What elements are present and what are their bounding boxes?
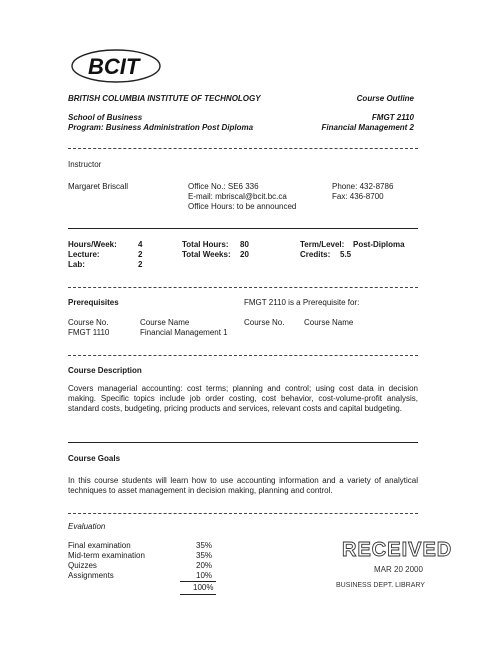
program-name: Program: Business Administration Post Diploma <box>68 123 254 132</box>
total-rule <box>180 581 216 582</box>
col-course-name-2: Course Name <box>304 318 354 327</box>
divider <box>68 442 418 443</box>
credits-value: 5.5 <box>340 250 352 259</box>
doc-type: Course Outline <box>356 94 414 103</box>
divider <box>68 228 418 229</box>
eval-label: Assignments <box>68 571 114 580</box>
divider <box>68 148 418 149</box>
course-code: FMGT 2110 <box>371 113 414 122</box>
eval-label: Quizzes <box>68 561 97 570</box>
term-value: Post-Diploma <box>353 240 405 249</box>
eval-value: 35% <box>196 541 213 550</box>
col-course-name: Course Name <box>140 318 190 327</box>
lecture-label: Lecture: <box>68 250 100 259</box>
total-hours-value: 80 <box>240 240 249 249</box>
prereq-for-label: FMGT 2110 is a Prerequisite for: <box>244 298 360 307</box>
divider <box>68 355 418 356</box>
eval-value: 10% <box>196 571 213 580</box>
prereq-heading: Prerequisites <box>68 298 119 307</box>
eval-label: Mid-term examination <box>68 551 145 560</box>
eval-label: Final examination <box>68 541 131 550</box>
logo-text: BCIT <box>88 54 140 79</box>
prereq-course-no: FMGT 1110 <box>68 328 110 337</box>
hours-week-label: Hours/Week: <box>68 240 117 249</box>
hours-week-value: 4 <box>138 240 143 249</box>
office-hours: Office Hours: to be announced <box>188 202 297 211</box>
stamp-received: RECEIVED <box>342 539 453 561</box>
instructor-name: Margaret Briscall <box>68 182 129 191</box>
stamp-date: MAR 20 2000 <box>374 565 423 574</box>
evaluation-heading: Evaluation <box>68 522 106 531</box>
lab-label: Lab: <box>68 260 85 269</box>
course-title: Financial Management 2 <box>321 123 414 132</box>
lecture-value: 2 <box>138 250 143 259</box>
received-stamp <box>336 534 460 590</box>
col-course-no: Course No. <box>68 318 109 327</box>
description-heading: Course Description <box>68 366 142 375</box>
eval-value: 20% <box>196 561 213 570</box>
eval-value: 35% <box>196 551 213 560</box>
institute-name: BRITISH COLUMBIA INSTITUTE OF TECHNOLOGY <box>68 94 261 103</box>
instructor-heading: Instructor <box>68 160 102 169</box>
lab-value: 2 <box>138 260 143 269</box>
instructor-email: E-mail: mbriscal@bcit.bc.ca <box>188 192 287 201</box>
school-name: School of Business <box>68 113 143 122</box>
prereq-course-name: Financial Management 1 <box>140 328 228 337</box>
eval-total: 100% <box>193 583 214 592</box>
col-course-no-2: Course No. <box>244 318 285 327</box>
bcit-logo <box>68 44 168 88</box>
total-hours-label: Total Hours: <box>182 240 229 249</box>
instructor-fax: Fax: 436-8700 <box>332 192 384 201</box>
stamp-library: BUSINESS DEPT. LIBRARY <box>336 582 425 589</box>
divider <box>68 513 418 514</box>
goals-heading: Course Goals <box>68 454 121 463</box>
office-number: Office No.: SE6 336 <box>188 182 259 191</box>
total-rule <box>180 594 216 595</box>
description-text: Covers managerial accounting: cost terms; planning and control; using cost data in decision making. Specific topics include job order costing, cost behavior, cost-volume-profit analysis, standard costs, budgeting, pricing products and services, relevant costs and capital budgeting. <box>68 384 418 413</box>
instructor-phone: Phone: 432-8786 <box>332 182 394 191</box>
total-weeks-label: Total Weeks: <box>182 250 231 259</box>
divider <box>68 287 418 288</box>
total-weeks-value: 20 <box>240 250 249 259</box>
credits-label: Credits: <box>300 250 331 259</box>
goals-text: In this course students will learn how to use accounting information and a variety of analytical techniques to asset management in decision making, planning and control. <box>68 476 418 495</box>
term-label: Term/Level: <box>300 240 345 249</box>
